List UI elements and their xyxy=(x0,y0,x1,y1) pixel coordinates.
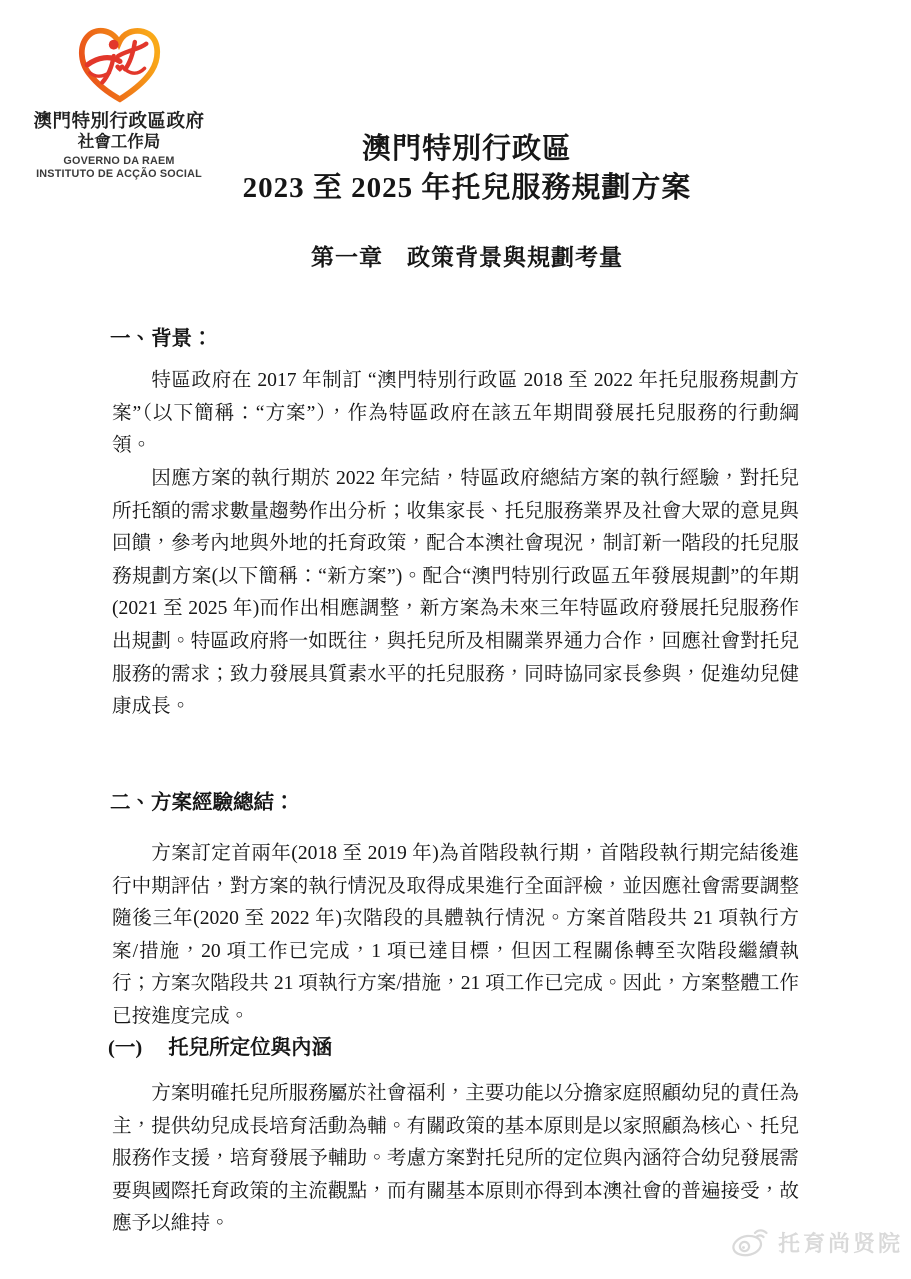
org-name-portuguese-line2: INSTITUTO DE ACÇÃO SOCIAL xyxy=(36,168,202,180)
paragraph-block xyxy=(112,365,799,463)
subsection-number: (一) xyxy=(108,1037,143,1059)
paragraph-block xyxy=(112,838,799,1034)
paragraph-block xyxy=(112,463,799,724)
chapter-heading: 第一章 政策背景與規劃考量 xyxy=(311,245,623,270)
org-name-chinese-line1: 澳門特別行政區政府 xyxy=(33,110,205,131)
paragraph: 方案明確托兒所服務屬於社會福利，主要功能以分擔家庭照顧幼兒的責任為主，提供幼兒成長培育活動為輔。有關政策的基本原則是以家照顧為核心、托兒服務作支援，培育發展予輔助。考慮方案對托兒所的定位與內涵符合幼兒發展需要與國際托育政策的主流觀點，而有關基本原則亦得到本澳社會的普遍接受，故應予以維持。 xyxy=(112,1083,799,1235)
section-heading-experience-summary: 二、方案經驗總結： xyxy=(110,792,295,814)
document-title xyxy=(112,130,822,208)
document-title-line2: 2023 至 2025 年托兒服務規劃方案 xyxy=(242,172,692,204)
ias-heart-logo-icon xyxy=(75,22,163,106)
paragraph: 特區政府在 2017 年制訂 “澳門特別行政區 2018 至 2022 年托兒服務規劃方案”（以下簡稱：“方案”），作為特區政府在該五年期間發展托兒服務的行動綱領。 xyxy=(112,370,799,457)
weibo-icon xyxy=(730,1226,770,1259)
org-name-portuguese-line1: GOVERNO DA RAEM xyxy=(63,155,175,167)
subsection-heading-positioning xyxy=(108,1033,799,1063)
section-heading-background: 一、背景： xyxy=(110,328,213,350)
paragraph: 方案訂定首兩年(2018 至 2019 年)為首階段執行期，首階段執行期完結後進行中期評估，對方案的執行情況及取得成果進行全面評檢，並因應社會需要調整隨後三年(2020 至 2022 年)次階段的具體執行情況。方案首階段共 21 項執行方案/措施，20 項工作已完成，1 項已達目標，但因工程關係轉至次階段繼續執行；方案次階段共 21 項執行方案/措施，21 項工作已完成。因此，方案整體工作已按進度完成。 xyxy=(112,843,799,1027)
paragraph: 因應方案的執行期於 2022 年完結，特區政府總結方案的執行經驗，對托兒所托額的需求數量趨勢作出分析；收集家長、托兒服務業界及社會大眾的意見與回饋，參考內地與外地的托育政策，配合本澳社會現況，制訂新一階段的托兒服務規劃方案(以下簡稱：“新方案”)。配合“澳門特別行政區五年發展規劃”的年期(2021 至 2025 年)而作出相應調整，新方案為未來三年特區政府發展托兒服務作出規劃。特區政府將一如既往，與托兒所及相關業界通力合作，回應社會對托兒服務的需求；致力發展具質素水平的托兒服務，同時協同家長參與，促進幼兒健康成長。 xyxy=(112,468,799,718)
org-name-chinese-line2: 社會工作局 xyxy=(77,133,161,151)
paragraph-block xyxy=(112,1078,799,1241)
subsection-title: 托兒所定位與內涵 xyxy=(168,1037,333,1059)
watermark xyxy=(730,1226,903,1259)
watermark-label: 托育尚贤院 xyxy=(778,1231,904,1256)
document-title-line1: 澳門特別行政區 xyxy=(361,133,572,165)
